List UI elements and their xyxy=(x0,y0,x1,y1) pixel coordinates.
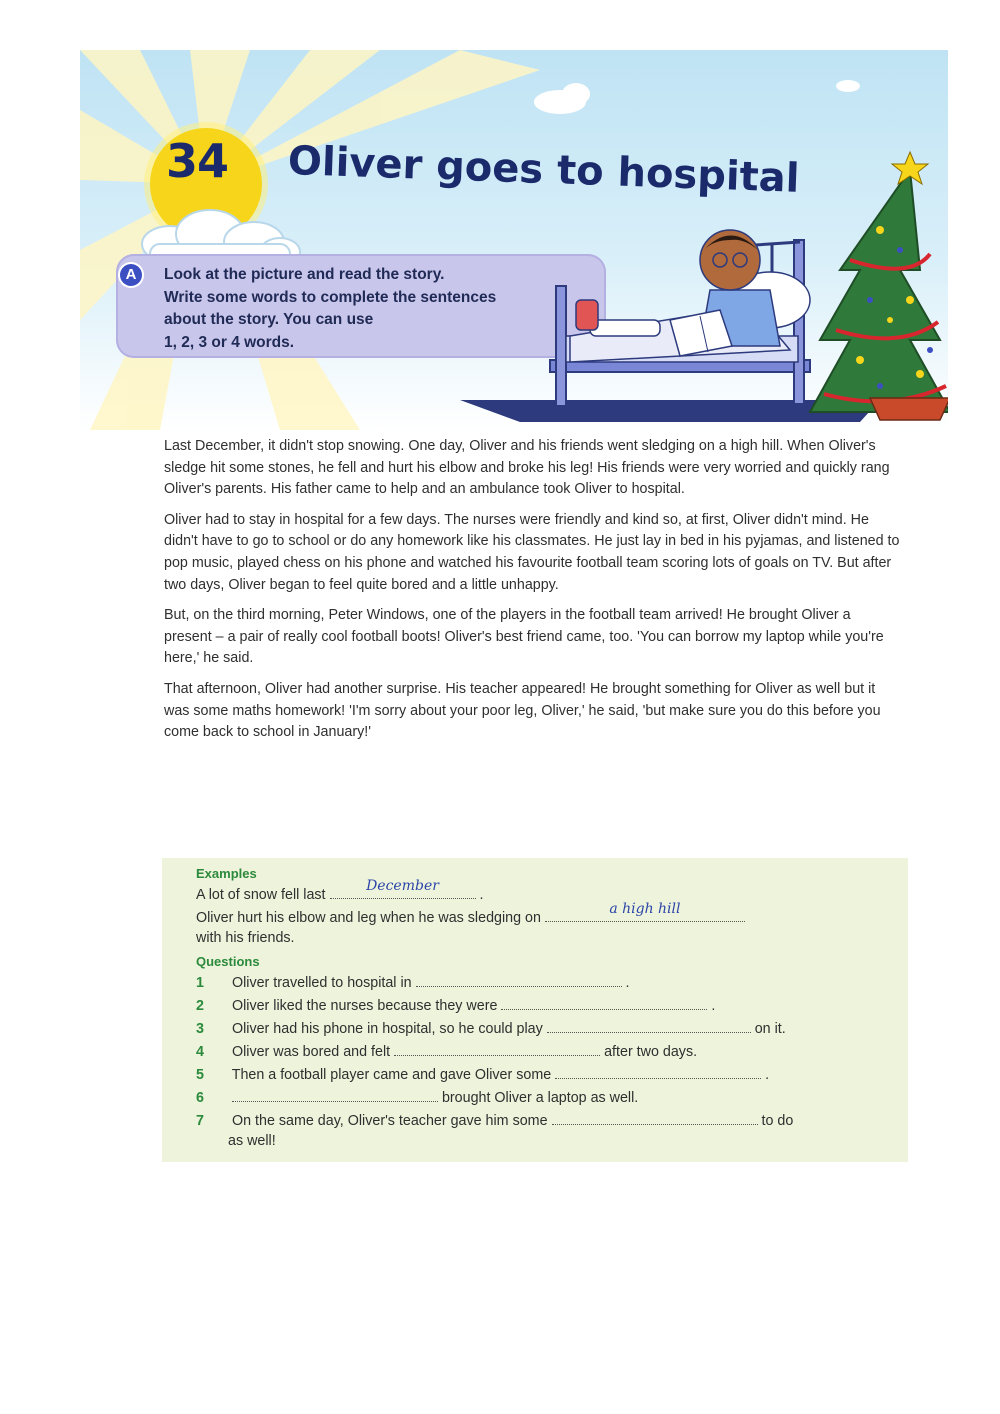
example-line xyxy=(196,878,484,906)
answer-blank[interactable] xyxy=(501,995,707,1010)
story-paragraph: Last December, it didn't stop snowing. One day, Oliver and his friends went sledging on a high hill. When Oliver's sledge hit some stones, he fell and hurt his elbow and broke his leg! His friends were very worried and quickly rang Oliver's parents. His father came to help and an ambulance took Oliver to hospital. xyxy=(164,438,890,498)
question-row xyxy=(196,1041,697,1063)
question-row xyxy=(196,972,630,994)
question-text: . xyxy=(711,998,716,1014)
question-continuation: as well! xyxy=(228,1133,276,1149)
worksheet-page xyxy=(80,50,948,1170)
handwritten-answer: December xyxy=(366,878,439,894)
header-banner xyxy=(80,50,948,430)
example-text: Oliver hurt his elbow and leg when he was sledging on xyxy=(196,910,541,926)
answer-blank[interactable] xyxy=(547,1018,751,1033)
answer-blank[interactable] xyxy=(552,1110,758,1125)
exercise-box xyxy=(162,858,908,1162)
answer-blank[interactable] xyxy=(416,972,622,987)
question-row xyxy=(196,1018,786,1040)
question-text: Oliver travelled to hospital in xyxy=(231,975,412,991)
answer-blank xyxy=(545,901,745,922)
unit-number: 34 xyxy=(166,134,229,188)
question-row xyxy=(196,1064,769,1086)
question-number: 2 xyxy=(196,998,204,1014)
question-text: Then a football player came and gave Oliver some xyxy=(231,1067,552,1083)
question-row xyxy=(196,1110,793,1132)
story-paragraph: That afternoon, Oliver had another surprise. His teacher appeared! He brought something for Oliver as well but it was some maths homework! 'I'm sorry about your poor leg, Oliver,' he said, 'but make sure you do this before you come back to school in January!' xyxy=(164,680,881,741)
section-badge: A xyxy=(120,264,142,286)
question-text: On the same day, Oliver's teacher gave him some xyxy=(231,1113,548,1129)
question-number: 5 xyxy=(196,1067,204,1083)
hospital-bed-illustration xyxy=(440,150,948,430)
examples-heading: Examples xyxy=(196,866,257,881)
question-text: Oliver was bored and felt xyxy=(231,1044,391,1060)
question-text: to do xyxy=(761,1113,794,1129)
answer-blank[interactable] xyxy=(232,1087,438,1102)
example-text: A lot of snow fell last xyxy=(196,887,326,903)
example-text: . xyxy=(479,887,484,903)
question-text: . xyxy=(625,975,630,991)
question-number: 4 xyxy=(196,1044,204,1060)
question-text: on it. xyxy=(754,1021,786,1037)
question-number: 3 xyxy=(196,1021,204,1037)
example-continuation: with his friends. xyxy=(196,930,295,946)
instruction-text: Look at the picture and read the story. Write some words to complete the sentences about the story. You can use 1, 2, 3 or 4 words. xyxy=(164,266,497,351)
story-paragraph: But, on the third morning, Peter Windows, one of the players in the football team arrived! He brought Oliver a present – a pair of really cool football boots! Oliver's best friend came, too. 'You can borrow my laptop while you're here,' he said. xyxy=(164,607,884,667)
question-text: . xyxy=(765,1067,770,1083)
question-row xyxy=(196,1087,638,1109)
example-line xyxy=(196,901,745,929)
question-number: 6 xyxy=(196,1090,204,1106)
story-text xyxy=(164,436,900,753)
question-number: 7 xyxy=(196,1113,204,1129)
questions-heading: Questions xyxy=(196,954,260,969)
question-text: after two days. xyxy=(604,1044,698,1060)
question-text: Oliver liked the nurses because they were xyxy=(231,998,498,1014)
question-row xyxy=(196,995,715,1017)
page-title: Oliver goes to hospital xyxy=(287,138,801,202)
story-paragraph: Oliver had to stay in hospital for a few days. The nurses were friendly and kind so, at first, Oliver didn't mind. He didn't have to go to school or do any homework like his classmates. He just lay in bed in his pyjamas, and listened to pop music, played chess on his phone and watched his favourite football team scoring lots of goals on TV. But after two days, Oliver began to feel quite bored and a little unhappy. xyxy=(164,511,900,593)
handwritten-answer: a high hill xyxy=(609,901,681,917)
question-number: 1 xyxy=(196,975,204,991)
answer-blank[interactable] xyxy=(555,1064,761,1079)
question-text: brought Oliver a laptop as well. xyxy=(441,1090,639,1106)
answer-blank xyxy=(330,878,476,899)
question-text: Oliver had his phone in hospital, so he could play xyxy=(231,1021,543,1037)
answer-blank[interactable] xyxy=(394,1041,600,1056)
